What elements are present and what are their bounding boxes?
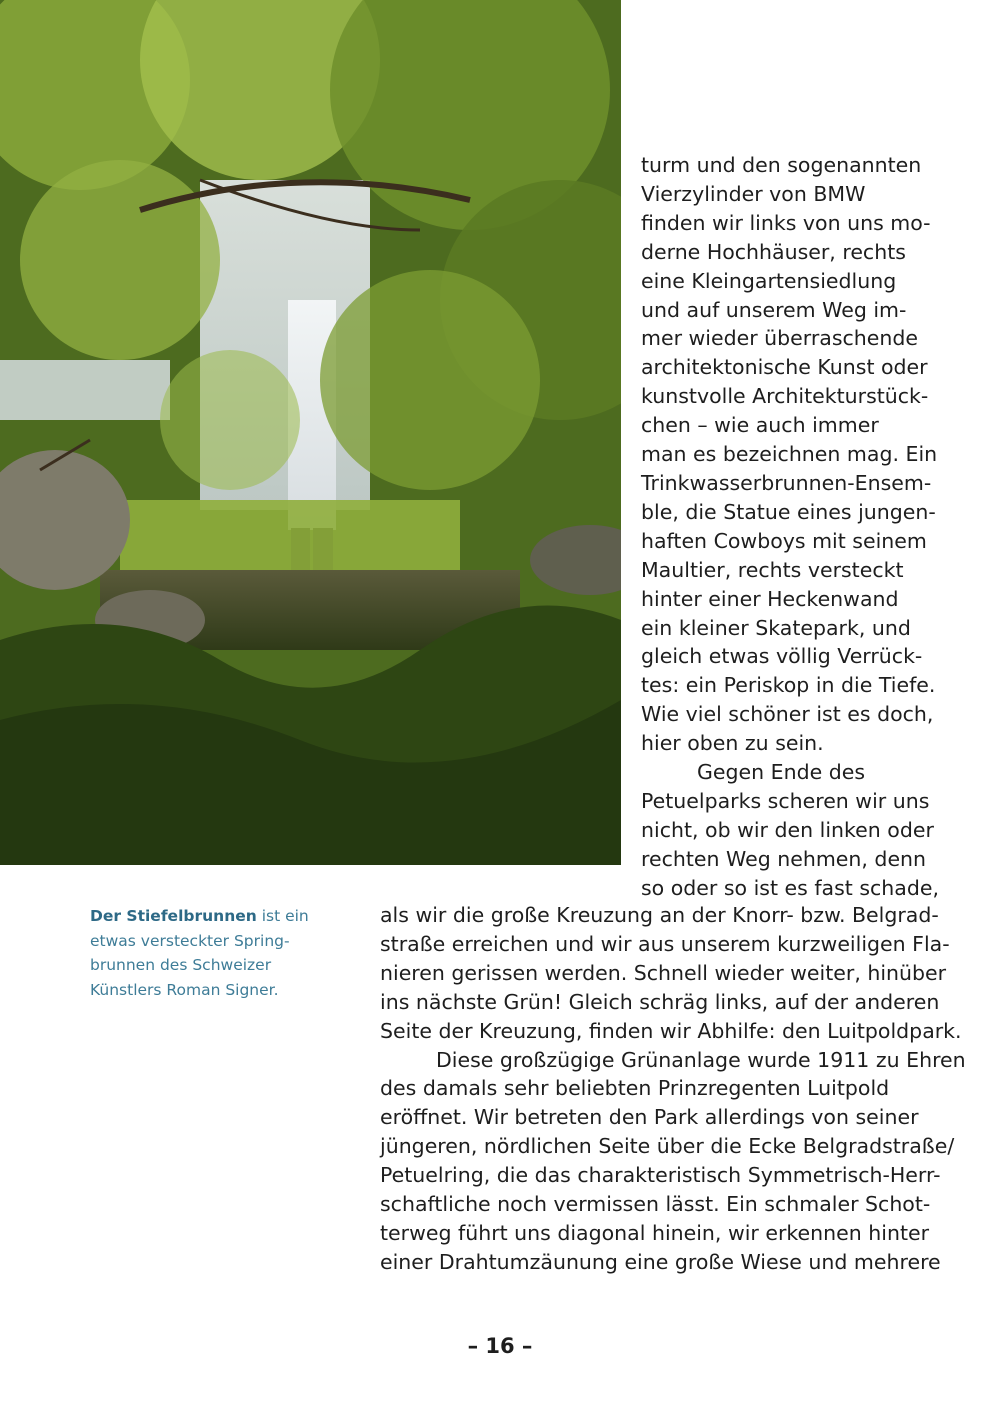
text-line: chen – wie auch immer: [641, 413, 879, 438]
text-line: Petuelring, die das charakteristisch Symmetrisch-Herr-: [380, 1163, 941, 1188]
text-line: Diese großzügige Grünanlage wurde 1911 zu Ehren: [436, 1047, 966, 1072]
text-line: eine Kleingartensiedlung: [641, 268, 897, 293]
caption-text: etwas versteckter Spring-: [90, 931, 290, 950]
text-line: architektonische Kunst oder: [641, 355, 928, 380]
text-line: rechten Weg nehmen, denn: [641, 846, 927, 871]
text-line: Petuelparks scheren wir uns: [641, 788, 930, 813]
text-line: nicht, ob wir den linken oder: [641, 817, 934, 842]
text-line: Maultier, rechts versteckt: [641, 557, 904, 582]
text-line: ble, die Statue eines jungen-: [641, 499, 936, 524]
text-line: hier oben zu sein.: [641, 731, 824, 756]
text-line: mer wieder überraschende: [641, 326, 919, 351]
page-number: – 16 –: [467, 1334, 533, 1358]
text-line: ein kleiner Skatepark, und: [641, 615, 911, 640]
text-line: finden wir links von uns mo-: [641, 210, 931, 235]
text-line: des damals sehr beliebten Prinzregenten Luitpold: [380, 1076, 890, 1101]
caption-text: brunnen des Schweizer: [90, 956, 272, 974]
text-line: so oder so ist es fast schade,: [641, 875, 939, 900]
text-line: Seite der Kreuzung, finden wir Abhilfe: den Luitpoldpark.: [380, 1018, 962, 1043]
text-line: gleich etwas völlig Verrück-: [641, 644, 923, 669]
text-line: Vierzylinder von BMW: [641, 181, 866, 206]
text-line: schaftliche noch vermissen lässt. Ein schmaler Schot-: [380, 1192, 931, 1217]
text-line: man es bezeichnen mag. Ein: [641, 442, 938, 467]
text-line: haften Cowboys mit seinem: [641, 528, 927, 553]
text-line: Gegen Ende des: [697, 760, 866, 785]
caption-text: Künstlers Roman Signer.: [90, 980, 279, 999]
text-line: tes: ein Periskop in die Tiefe.: [641, 673, 936, 698]
text-line: Wie viel schöner ist es doch,: [641, 702, 934, 727]
photo-caption: [90, 904, 330, 1002]
text-line: ins nächste Grün! Gleich schräg links, auf der anderen: [380, 989, 940, 1014]
text-line: und auf unserem Weg im-: [641, 297, 907, 322]
caption-title: Der Stiefelbrunnen: [90, 907, 257, 925]
body-text-right-column: [641, 151, 971, 903]
text-line: hinter einer Heckenwand: [641, 586, 899, 611]
photo-stiefelbrunnen: [0, 0, 621, 865]
text-line: derne Hochhäuser, rechts: [641, 239, 906, 264]
body-text-full-width: [380, 901, 980, 1277]
text-line: als wir die große Kreuzung an der Knorr- bzw. Belgrad-: [380, 903, 939, 927]
text-line: terweg führt uns diagonal hinein, wir erkennen hinter: [380, 1220, 930, 1245]
caption-text: ist ein: [256, 907, 309, 925]
text-line: kunstvolle Architekturstück-: [641, 384, 929, 409]
fountain-photo-illustration: [0, 0, 621, 865]
text-line: nieren gerissen werden. Schnell wieder weiter, hinüber: [380, 960, 947, 985]
text-line: einer Drahtumzäunung eine große Wiese und mehrere: [380, 1249, 941, 1274]
text-line: Trinkwasserbrunnen-Ensem-: [641, 470, 932, 495]
text-line: straße erreichen und wir aus unserem kurzweiligen Fla-: [380, 931, 950, 956]
text-line: turm und den sogenannten: [641, 153, 922, 177]
text-line: jüngeren, nördlichen Seite über die Ecke Belgradstraße/: [380, 1134, 955, 1159]
text-line: eröffnet. Wir betreten den Park allerdings von seiner: [380, 1105, 919, 1130]
